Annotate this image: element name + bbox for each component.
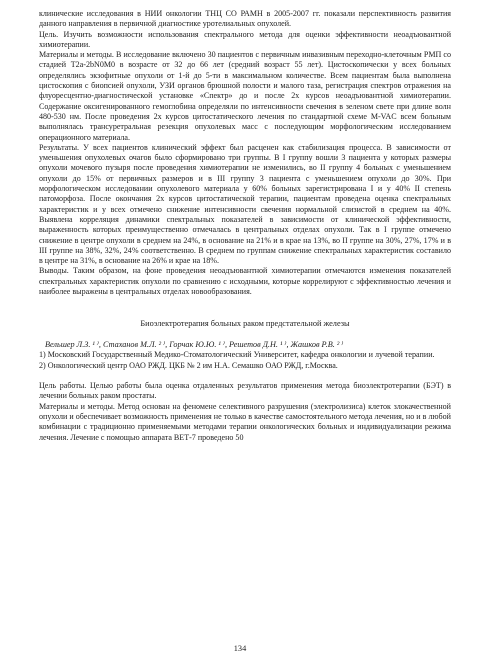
methods-paragraph-2: Материалы и методы. Метод основан на феномене селективного разрушения (электролизиса) клеток злокачественной опухоли и обеспечивает возможность применения не только в качестве самостоятельного метода лечения, но и в любой комбинации с традиционно применяемыми методами терапии онкологических больных и индивидуализации режима лечения. Лечение с помощью аппарата ВЕТ-7 проведено 50 (39, 401, 451, 442)
intro-paragraph: клинические исследования в НИИ онкологии ТНЦ СО РАМН в 2005-2007 гг. показали перспективность развития данного направления в первичной диагностике уротелиальных опухолей. (39, 9, 451, 29)
results-paragraph: Результаты. У всех пациентов клинический эффект был расценен как стабилизация процесса. В зависимости от уменьшения опухолевых очагов было сформировано три группы. В I группу вошли 3 пациента у которых размеры опухоли мочевого пузыря после проведения химиотерапии не изменились, во II группу 4 больных с уменьшением опухоли до 15% от первичных размеров и в III группу 3 пациента с уменьшением опухоли до 30%. При морфологическом исследовании опухолевого материала у 60% больных зарегистрирована I и у 40% II степень патоморфоза. После окончания 2х курсов цитостатической терапии, пациентам проведена оценка спектральных характеристик и у всех отмечено снижение интенсивности свечения нормальной слизистой в среднем на 40%. Выявлена корреляция динамики спектральных показателей в зависимости от клинической эффективности, выраженность которых преимущественно отмечалась в центральных отделах опухоли. Так в I группе отмечено снижение в центре опухоли в среднем на 24%, в основание на 21% и в крае на 13%, во II группе на 30%, 27%, 17% и в III группе на 38%, 32%, 24% соответственно. В среднем по группам снижение спектральных характеристик составило в центре на 31%, в основание на 26% и крае на 18%. (39, 142, 451, 266)
methods-paragraph: Материалы и методы. В исследование включено 30 пациентов с первичным инвазивным переходно-клеточным РМП со стадией T2a-2bN0M0 в возрасте от 32 до 66 лет (средний возраст 55 лет). Цистоскопически у всех больных определялись экзофитные опухоли от 1-й до 5-ти в максимальном количестве. Всем пациентам была выполнена цистоскопия с биопсией опухоли, УЗИ органов брюшной полости и малого таза, регистрация спектров отражения на флуоресцентно-диагностической установке «Спектр» до и после 2х курсов неоадъювантной химиотерапии. Содержание оксигенированного гемоглобина определяли по интенсивности свечения в зеленом свете при длине волн 480-530 нм. После проведения 2х курсов цитостатического лечения по стандартной схеме M-VAC всем больным выполнялась трансуретральная резекция опухолевых масс с последующим морфологическим исследованием операционного материала. (39, 50, 451, 142)
page-number: 134 (233, 644, 247, 653)
authors-line: Вельшер Л.З. ¹ ⁾, Стаханов М.Л. ² ⁾, Горчак Ю.Ю. ¹ ⁾, Решетов Д.Н. ¹ ⁾, Жашков Р.В. ² ⁾ (45, 339, 344, 349)
affiliation-1: 1) Московский Государственный Медико-Стоматологический Университет, кафедра онкологии и лучевой терапии. (39, 350, 435, 360)
page-content (39, 9, 451, 443)
goal-paragraph-2: Цель работы. Целью работы была оценка отдаленных результатов применения метода биоэлектротерапии (БЭТ) в лечении больных раком простаты. (39, 381, 451, 401)
conclusions-paragraph: Выводы. Таким образом, на фоне проведения неоадъювантной химиотерапии отмечаются изменения показателей спектральных характеристик опухоли по сравнению с исходными, которые коррелируют с эффективностью лечения и наиболее выражены в центральных отделах новообразования. (39, 266, 451, 297)
affiliation-2: 2) Онкологический центр ОАО РЖД. ЦКБ № 2 им Н.А. Семашко ОАО РЖД, г.Москва. (39, 360, 338, 370)
article-title: Биоэлектротерапия больных раком предстательной железы (140, 319, 350, 329)
goal-paragraph: Цель. Изучить возможности использования спектрального метода для оценки эффективности неоадъювантной химиотерапии. (39, 29, 451, 49)
